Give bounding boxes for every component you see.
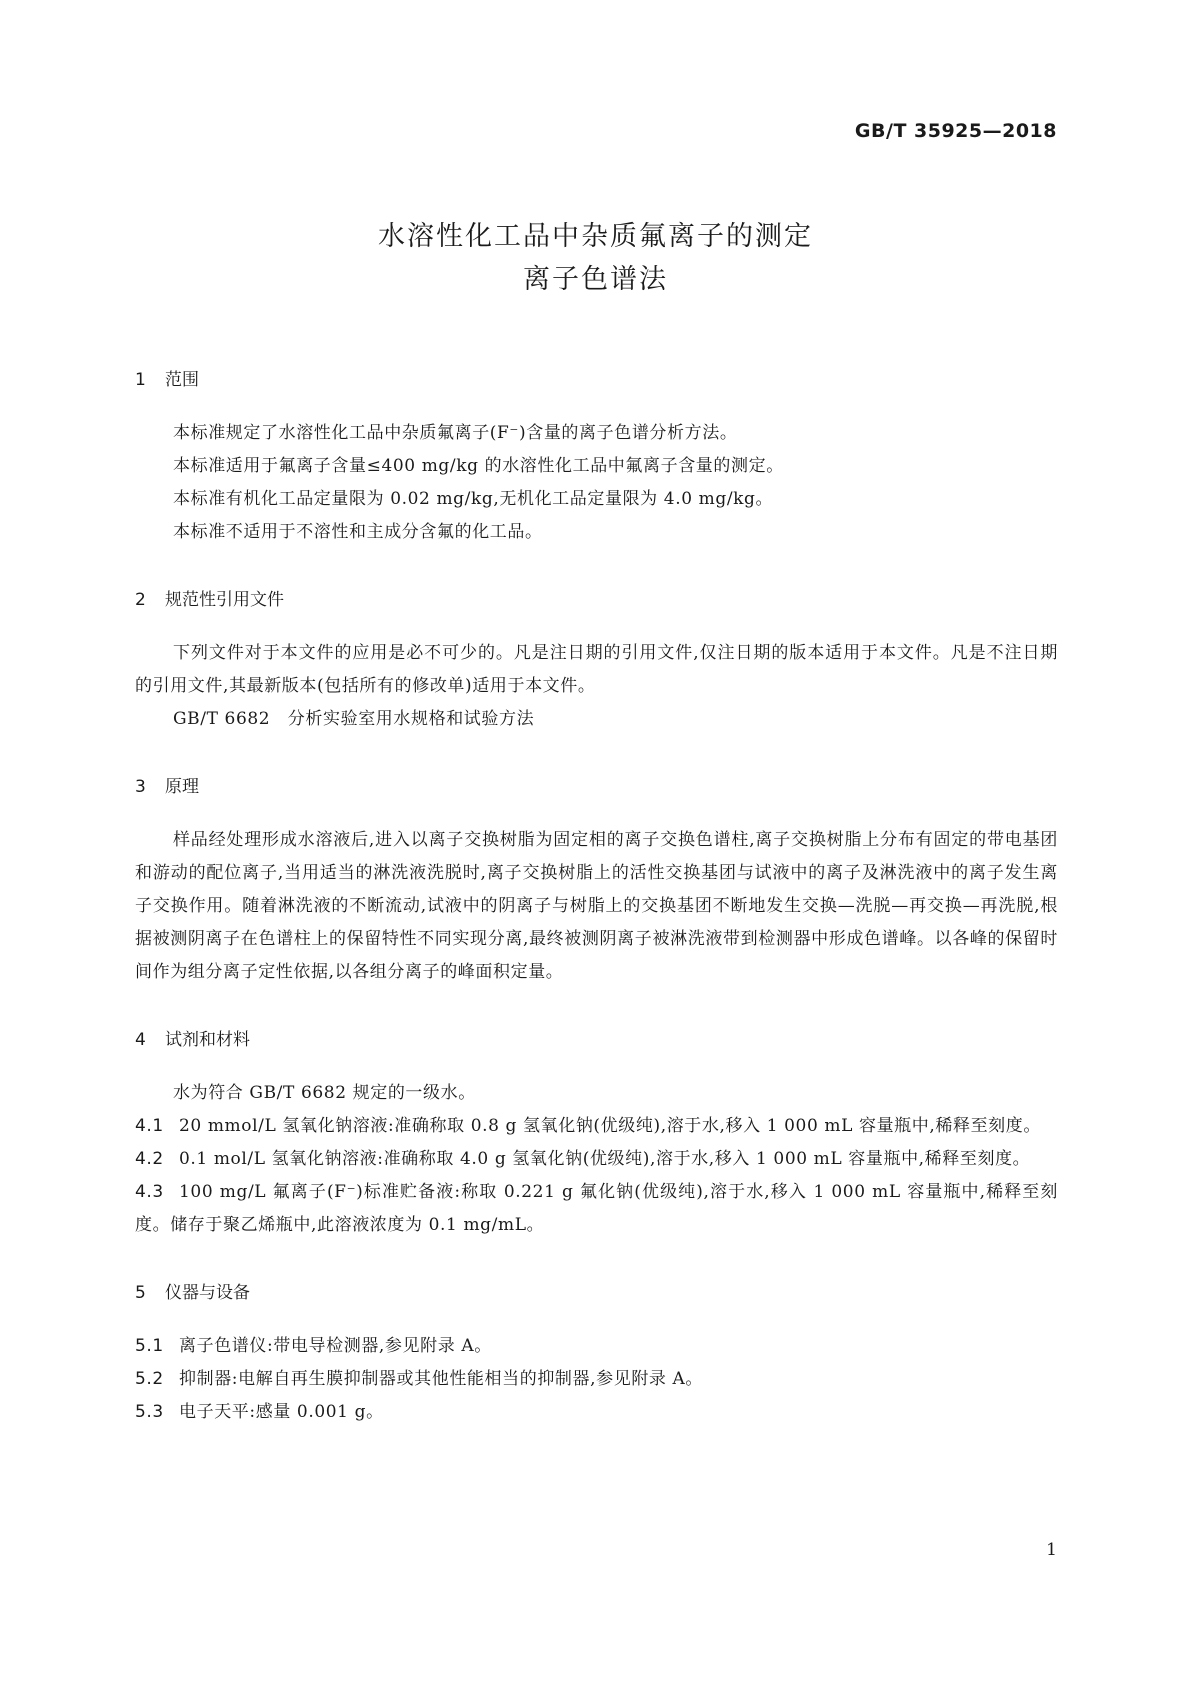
item-text: 0.1 mol/L 氢氧化钠溶液:准确称取 4.0 g 氢氧化钠(优级纯),溶于水,移入 1 000 mL 容量瓶中,稀释至刻度。 — [179, 1149, 1031, 1169]
section-heading-principle — [135, 772, 1058, 802]
item-number: 5.1 — [135, 1336, 164, 1356]
section-title: 原理 — [165, 777, 199, 797]
section-heading-reagents — [135, 1025, 1058, 1055]
reference-entry: GB/T 6682 分析实验室用水规格和试验方法 — [173, 709, 535, 729]
section-number: 1 — [135, 370, 146, 390]
section-number: 5 — [135, 1283, 146, 1303]
references-paragraph: 下列文件对于本文件的应用是必不可少的。凡是注日期的引用文件,仅注日期的版本适用于本文件。凡是不注日期的引用文件,其最新版本(包括所有的修改单)适用于本文件。 — [135, 643, 1058, 696]
reagent-item — [135, 1176, 1058, 1242]
section-title: 仪器与设备 — [165, 1283, 250, 1303]
section-title: 规范性引用文件 — [165, 590, 284, 610]
document-subtitle: 离子色谱法 — [523, 264, 668, 295]
reagent-item — [135, 1110, 1058, 1143]
item-text: 离子色谱仪:带电导检测器,参见附录 A。 — [179, 1336, 492, 1356]
scope-paragraph: 本标准规定了水溶性化工品中杂质氟离子(F⁻)含量的离子色谱分析方法。 — [173, 423, 738, 443]
item-number: 4.2 — [135, 1149, 164, 1169]
section-number: 2 — [135, 590, 146, 610]
item-text: 20 mmol/L 氢氧化钠溶液:准确称取 0.8 g 氢氧化钠(优级纯),溶于水,移入 1 000 mL 容量瓶中,稀释至刻度。 — [179, 1116, 1041, 1136]
item-number: 5.2 — [135, 1369, 164, 1389]
principle-paragraph: 样品经处理形成水溶液后,进入以离子交换树脂为固定相的离子交换色谱柱,离子交换树脂上分布有固定的带电基团和游动的配位离子,当用适当的淋洗液洗脱时,离子交换树脂上的活性交换基团与试液中的离子及淋洗液中的离子发生离子交换作用。随着淋洗液的不断流动,试液中的阴离子与树脂上的交换基团不断地发生交换—洗脱—再交换—再洗脱,根据被测阴离子在色谱柱上的保留特性不同实现分离,最终被测阴离子被淋洗液带到检测器中形成色谱峰。以各峰的保留时间作为组分离子定性依据,以各组分离子的峰面积定量。 — [135, 830, 1058, 982]
scope-paragraph: 本标准有机化工品定量限为 0.02 mg/kg,无机化工品定量限为 4.0 mg/kg。 — [173, 489, 774, 509]
section-title: 试剂和材料 — [165, 1030, 250, 1050]
apparatus-item — [135, 1330, 1058, 1363]
item-text: 抑制器:电解自再生膜抑制器或其他性能相当的抑制器,参见附录 A。 — [179, 1369, 704, 1389]
scope-paragraph: 本标准适用于氟离子含量≤400 mg/kg 的水溶性化工品中氟离子含量的测定。 — [173, 456, 784, 476]
apparatus-item — [135, 1396, 1058, 1429]
section-heading-scope — [135, 365, 1058, 395]
item-number: 5.3 — [135, 1402, 164, 1422]
section-title: 范围 — [165, 370, 199, 390]
reagents-intro: 水为符合 GB/T 6682 规定的一级水。 — [173, 1083, 476, 1103]
section-number: 4 — [135, 1030, 146, 1050]
apparatus-item — [135, 1363, 1058, 1396]
item-text: 电子天平:感量 0.001 g。 — [179, 1402, 384, 1422]
reagent-item — [135, 1143, 1058, 1176]
page-number: 1 — [1046, 1540, 1057, 1560]
document-title: 水溶性化工品中杂质氟离子的测定 — [378, 221, 813, 252]
section-number: 3 — [135, 777, 146, 797]
scope-paragraph: 本标准不适用于不溶性和主成分含氟的化工品。 — [173, 522, 543, 542]
section-heading-normative-references — [135, 585, 1058, 615]
item-number: 4.3 — [135, 1182, 164, 1202]
item-text: 100 mg/L 氟离子(F⁻)标准贮备液:称取 0.221 g 氟化钠(优级纯),溶于水,移入 1 000 mL 容量瓶中,稀释至刻度。储存于聚乙烯瓶中,此溶液浓度为 0.1 mg/mL。 — [135, 1182, 1058, 1235]
section-heading-apparatus — [135, 1278, 1058, 1308]
item-number: 4.1 — [135, 1116, 164, 1136]
standard-code: GB/T 35925—2018 — [854, 120, 1057, 142]
document-body — [135, 365, 1058, 1429]
